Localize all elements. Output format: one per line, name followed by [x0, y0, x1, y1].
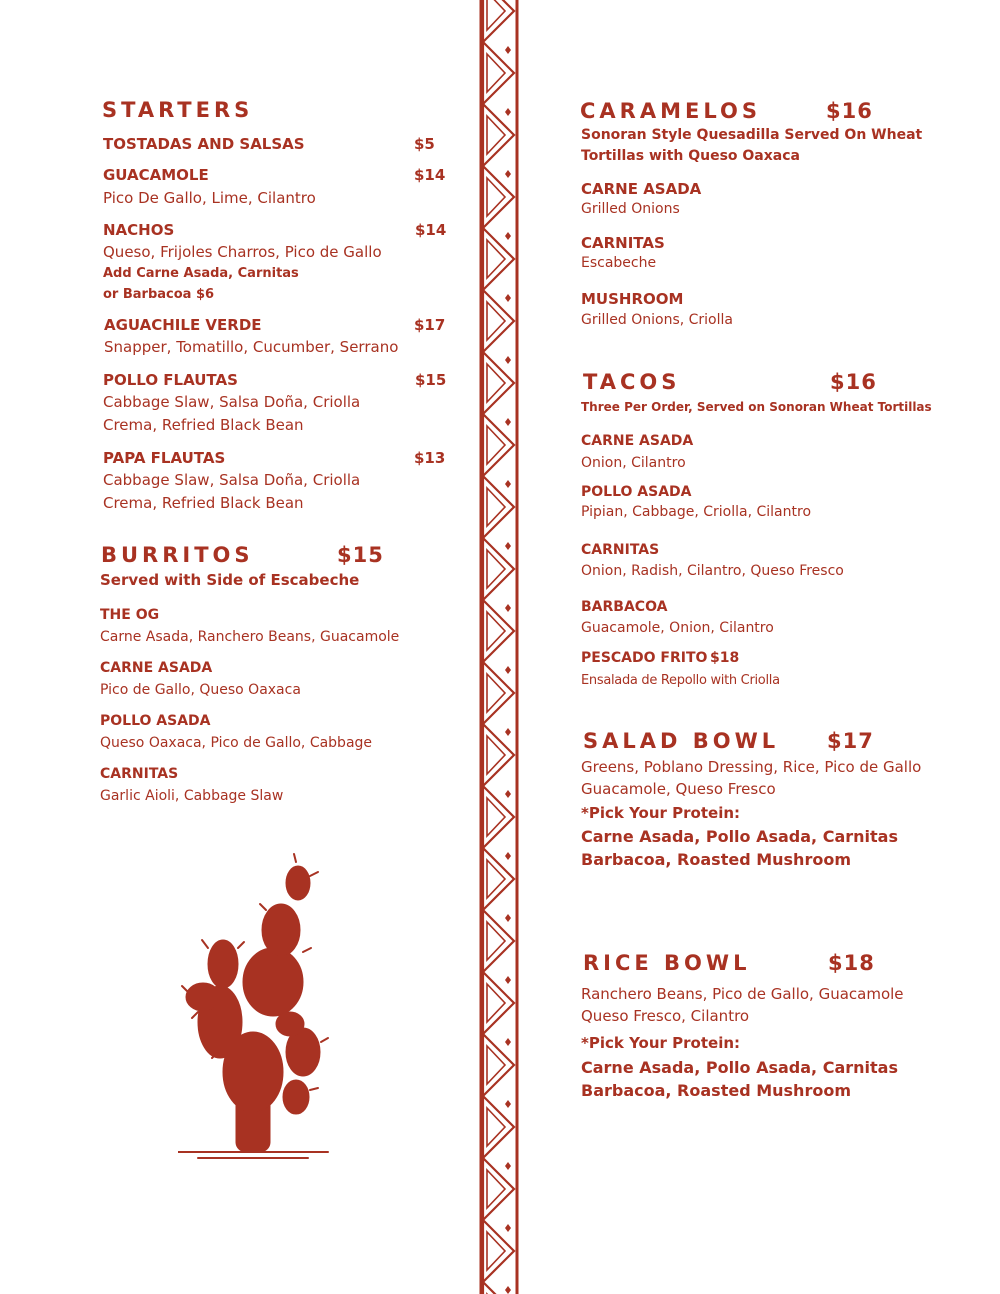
- caramelos-title: CARAMELOS: [580, 99, 761, 123]
- menu-item-description: Cabbage Slaw, Salsa Doña, Criolla: [103, 471, 361, 489]
- menu-item-description: Cabbage Slaw, Salsa Doña, Criolla: [103, 393, 361, 411]
- menu-item-description: Grilled Onions, Criolla: [581, 312, 733, 328]
- menu-item-name: CARNITAS: [581, 234, 665, 252]
- menu-item-name: CARNE ASADA: [581, 180, 702, 198]
- menu-item-name: POLLO ASADA: [100, 713, 211, 729]
- menu-item-name: TOSTADAS AND SALSAS: [103, 135, 305, 153]
- menu-item-description: Pico De Gallo, Lime, Cilantro: [103, 189, 316, 207]
- menu-item-description: Garlic Aioli, Cabbage Slaw: [100, 788, 284, 804]
- menu-item-price: $14: [414, 166, 446, 184]
- menu-item-price: $14: [415, 221, 447, 239]
- menu-item-description: Onion, Radish, Cilantro, Queso Fresco: [581, 563, 844, 579]
- rice-bowl-title: RICE BOWL: [583, 951, 751, 975]
- menu-item-name: CARNITAS: [100, 766, 179, 782]
- protein-options: Carne Asada, Pollo Asada, Carnitas: [581, 1058, 898, 1077]
- burritos-title: BURRITOS: [101, 543, 254, 567]
- menu-item-description: Pipian, Cabbage, Criolla, Cilantro: [581, 504, 812, 520]
- rice-bowl-description: Queso Fresco, Cilantro: [581, 1007, 750, 1025]
- burritos-price: $15: [337, 543, 384, 567]
- menu-item-name: PESCADO FRITO: [581, 650, 708, 666]
- menu-item-description: Queso, Frijoles Charros, Pico de Gallo: [103, 243, 382, 261]
- menu-item-description: Escabeche: [581, 255, 657, 271]
- menu-item-price: $15: [415, 371, 447, 389]
- protein-options: Carne Asada, Pollo Asada, Carnitas: [581, 827, 898, 846]
- menu-item-name: GUACAMOLE: [103, 166, 209, 184]
- menu-item-description: Ensalada de Repollo with Criolla: [581, 673, 780, 688]
- burritos-subtitle: Served with Side of Escabeche: [100, 571, 360, 589]
- cactus-illustration: [178, 852, 338, 1168]
- menu-item-name: NACHOS: [103, 221, 175, 239]
- menu-item-description: Snapper, Tomatillo, Cucumber, Serrano: [104, 338, 399, 356]
- caramelos-subtitle: Sonoran Style Quesadilla Served On Wheat: [581, 127, 923, 143]
- menu-item-price: $18: [710, 650, 740, 666]
- menu-item-name: AGUACHILE VERDE: [104, 316, 262, 334]
- menu-item-description: Guacamole, Onion, Cilantro: [581, 620, 774, 636]
- menu-item-name: MUSHROOM: [581, 290, 684, 308]
- menu-item-name: POLLO FLAUTAS: [103, 371, 238, 389]
- salad-bowl-price: $17: [827, 729, 874, 753]
- menu-item-description: Pico de Gallo, Queso Oaxaca: [100, 682, 301, 698]
- salad-bowl-description: Guacamole, Queso Fresco: [581, 780, 776, 798]
- menu-item-price: $5: [414, 135, 435, 153]
- protein-options: Barbacoa, Roasted Mushroom: [581, 1081, 851, 1100]
- protein-options: Barbacoa, Roasted Mushroom: [581, 850, 851, 869]
- tacos-subtitle: Three Per Order, Served on Sonoran Wheat Tortillas: [581, 400, 932, 414]
- menu-item-price: $13: [414, 449, 446, 467]
- menu-item-addon: or Barbacoa $6: [103, 287, 215, 302]
- caramelos-price: $16: [826, 99, 873, 123]
- menu-item-description: Carne Asada, Ranchero Beans, Guacamole: [100, 629, 400, 645]
- menu-item-description: Crema, Refried Black Bean: [103, 416, 304, 434]
- menu-item-name: BARBACOA: [581, 599, 668, 615]
- salad-bowl-description: Greens, Poblano Dressing, Rice, Pico de Gallo: [581, 758, 922, 776]
- caramelos-subtitle: Tortillas with Queso Oaxaca: [581, 148, 800, 164]
- menu-item-addon: Add Carne Asada, Carnitas: [103, 266, 299, 281]
- menu-item-name: PAPA FLAUTAS: [103, 449, 226, 467]
- starters-title: STARTERS: [102, 98, 254, 122]
- tacos-price: $16: [830, 370, 877, 394]
- tacos-title: TACOS: [583, 370, 681, 394]
- rice-bowl-description: Ranchero Beans, Pico de Gallo, Guacamole: [581, 985, 904, 1003]
- menu-item-description: Queso Oaxaca, Pico de Gallo, Cabbage: [100, 735, 373, 751]
- decorative-divider: [478, 0, 520, 1294]
- menu-item-description: Crema, Refried Black Bean: [103, 494, 304, 512]
- menu-item-name: THE OG: [100, 607, 160, 623]
- menu-item-name: CARNITAS: [581, 542, 660, 558]
- pick-protein-label: *Pick Your Protein:: [581, 1034, 741, 1052]
- salad-bowl-title: SALAD BOWL: [583, 729, 780, 753]
- menu-item-name: CARNE ASADA: [581, 433, 694, 449]
- menu-item-price: $17: [414, 316, 446, 334]
- menu-item-name: POLLO ASADA: [581, 484, 692, 500]
- menu-item-description: Onion, Cilantro: [581, 455, 686, 471]
- menu-item-name: CARNE ASADA: [100, 660, 213, 676]
- pick-protein-label: *Pick Your Protein:: [581, 804, 741, 822]
- menu-item-description: Grilled Onions: [581, 201, 680, 217]
- rice-bowl-price: $18: [828, 951, 875, 975]
